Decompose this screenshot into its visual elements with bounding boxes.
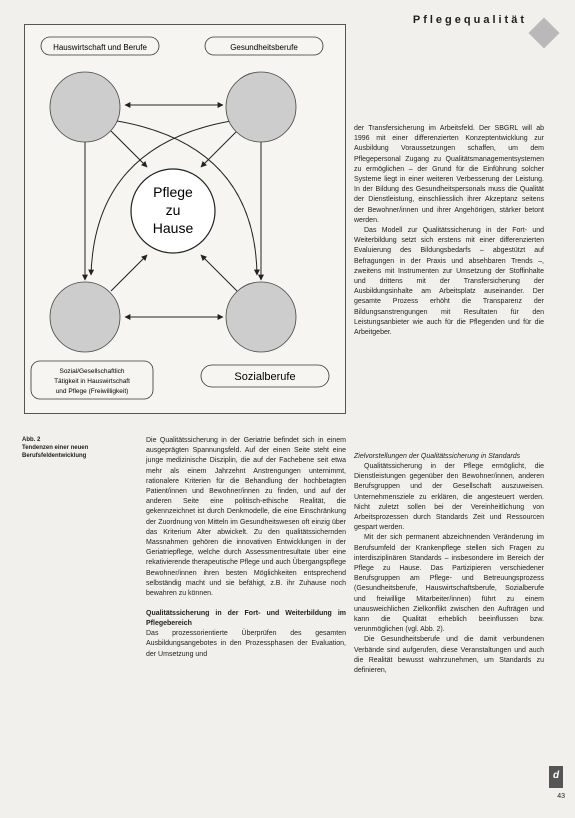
circle-top-left xyxy=(50,72,120,142)
right-bottom-paragraph-2: Mit der sich permanent abzeichnenden Veränderung im Berufsumfeld der Krankenpflege stellen sich Fragen zu interdisziplinären Standards – insbesondere im Bereich der Pflege zu Hause. Das Partizipieren verschiedener Berufsgruppen am Pflege- und Betreuungsprozess (Gesundheitsberufe, Hauswirtschaftsberufe, Sozialberufe und freiwillige Mitarbeiter/innen) führt zu einem unausweichlichen Zielkonflikt zwischen den Aufträgen und kann die Qualität erheblich beeinflussen bzw. verunmöglichen (vgl. Abb. 2). xyxy=(354,534,544,634)
right-column-top xyxy=(354,124,544,338)
arrow-bl-center xyxy=(111,255,147,291)
label-gesundheit: Gesundheitsberufe xyxy=(230,43,298,52)
right-bottom-paragraph-3: Die Gesundheitsberufe und die damit verbundenen Verbände sind aufgerufen, diese Veranstaltungen und auch die Realität bewusst wahrzunehmen, um Standards zu definieren, xyxy=(354,636,544,675)
left-paragraph-2: Das prozessorientierte Überprüfen des gesamten Ausbildungsangebotes in den Prozessphasen der Evaluation, der Umsetzung und xyxy=(146,630,346,658)
right-bottom-paragraph-1: Qualitätssicherung in der Pflege ermöglicht, die Dienstleistungen gegenüber den Bewohner/innen, anderen Berufsgruppen und der Gesellschaft auszuweisen. Unternehmensziele zu erklären, die angesteuert werden. Nicht zuletzt sollen bei der Vereinheitlichung von Arbeitsprozessen durch Standards Zeit und Ressourcen gespart werden. xyxy=(354,463,544,532)
circle-bottom-right xyxy=(226,282,296,352)
arrow-tl-center xyxy=(111,131,147,167)
figure-diagram xyxy=(24,24,346,414)
label-sozialberufe: Sozialberufe xyxy=(234,371,296,383)
left-heading: Qualitätssicherung in der Fort- und Weiterbildung im Pflegebereich xyxy=(146,610,346,628)
label-hauswirtschaft: Hauswirtschaft und Berufe xyxy=(53,43,147,52)
language-letter: d xyxy=(552,770,560,781)
figure-caption xyxy=(22,436,122,460)
right-heading: Zielvorstellungen der Qualitätssicherung in Standards xyxy=(354,453,521,460)
left-paragraph-1: Die Qualitätssicherung in der Geriatrie befindet sich in einem ausgeprägten Spannungsfeld. Auf der einen Seite steht eine junge medizinische Disziplin, die auf der Fachebene seit etwa mehr als einem Jahrzehnt Anstrengungen unternimmt, rationalere Kriterien für die Behandlung der hochbetagten Patient/innen und Bewohner/innen zu finden, und auf der anderen Seite eine politisch-ethische Realität, die gekennzeichnet ist durch Denkmodelle, die eine Einschränkung der Zuordnung von Mitteln im Gesundheitswesen oft einzig über das Kriterium Alter abwickelt. Zu den qualitätssichernden Massnahmen gehören die innovativen Entwicklungen in der Geriatriepflege, welche durch Assessmentresultate über eine rekativierende therapeutische Pflege und auch Übergangspflege Bewohner/innen ihren besten Möglichkeiten entsprechend selbständig macht und sie befähigt, z.B. ihr Zuhause noch bewahren zu können. xyxy=(146,437,346,598)
caption-line-2: Tendenzen einer neuen xyxy=(22,445,89,451)
left-column xyxy=(146,436,346,660)
header-diamond-icon xyxy=(528,17,559,48)
center-line-2: zu xyxy=(165,202,181,218)
label-sozial-line-2: Tätigkeit in Hauswirtschaft xyxy=(54,378,130,385)
center-line-3: Hause xyxy=(152,220,194,236)
center-line-1: Pflege xyxy=(153,184,193,200)
caption-line-3: Berufsfeldentwicklung xyxy=(22,453,87,459)
arrow-br-center xyxy=(201,255,237,291)
label-sozial-line-1: Sozial/Gesellschaftlich xyxy=(59,368,125,375)
right-top-paragraph-1: der Transfersicherung im Arbeitsfeld. Der SBGRL will ab 1996 mit einer differenzierten Konzeptentwicklung zur Ausbildung Voraussetzungen schaffen, um dem Pflegepersonal Zugang zu Qualitätsmanagementsystemen zu ermöglichen – der Grund für die Einführung solcher Systeme liegt in einer weiteren Verbesserung der Leistung. In der Bildung des Gesundheitspersonals muss die Qualität der Dienstleistung, einschliesslich ihrer Akzeptanz seitens der Bewohner/innen und ihrer Angehörigen, stärker betont werden. xyxy=(354,125,544,224)
caption-line-1: Abb. 2 xyxy=(22,437,41,443)
circle-top-right xyxy=(226,72,296,142)
language-tab xyxy=(549,766,563,788)
circle-bottom-left xyxy=(50,282,120,352)
right-top-paragraph-2: Das Modell zur Qualitätssicherung in der Fort- und Weiterbildung setzt sich erstens mit einer differenzierten Evaluierung des Bildungsbedarfs – abgestützt auf Befragungen in der Praxis und absehbaren Trends –, zweitens mit Instrumenten zur Umsetzung der Stoffinhalte und drittens mit der Transfersicherung der Ausbildungsinhalte am Arbeitsplatz auseinander. Der gesamte Prozess erhöht die Transparenz der Bildungsanstrengungen mit Resultaten für den Leistungsanbieter wie auch für die Pflegenden und für die Arbeitgeber. xyxy=(354,227,544,337)
right-column-bottom xyxy=(354,448,544,676)
label-sozial-line-3: und Pflege (Freiwilligkeit) xyxy=(55,388,129,395)
diagram-svg xyxy=(25,25,345,413)
running-header: Pflegequalität xyxy=(412,14,527,26)
page-number: 43 xyxy=(557,793,565,800)
arrow-tr-center xyxy=(201,131,237,167)
